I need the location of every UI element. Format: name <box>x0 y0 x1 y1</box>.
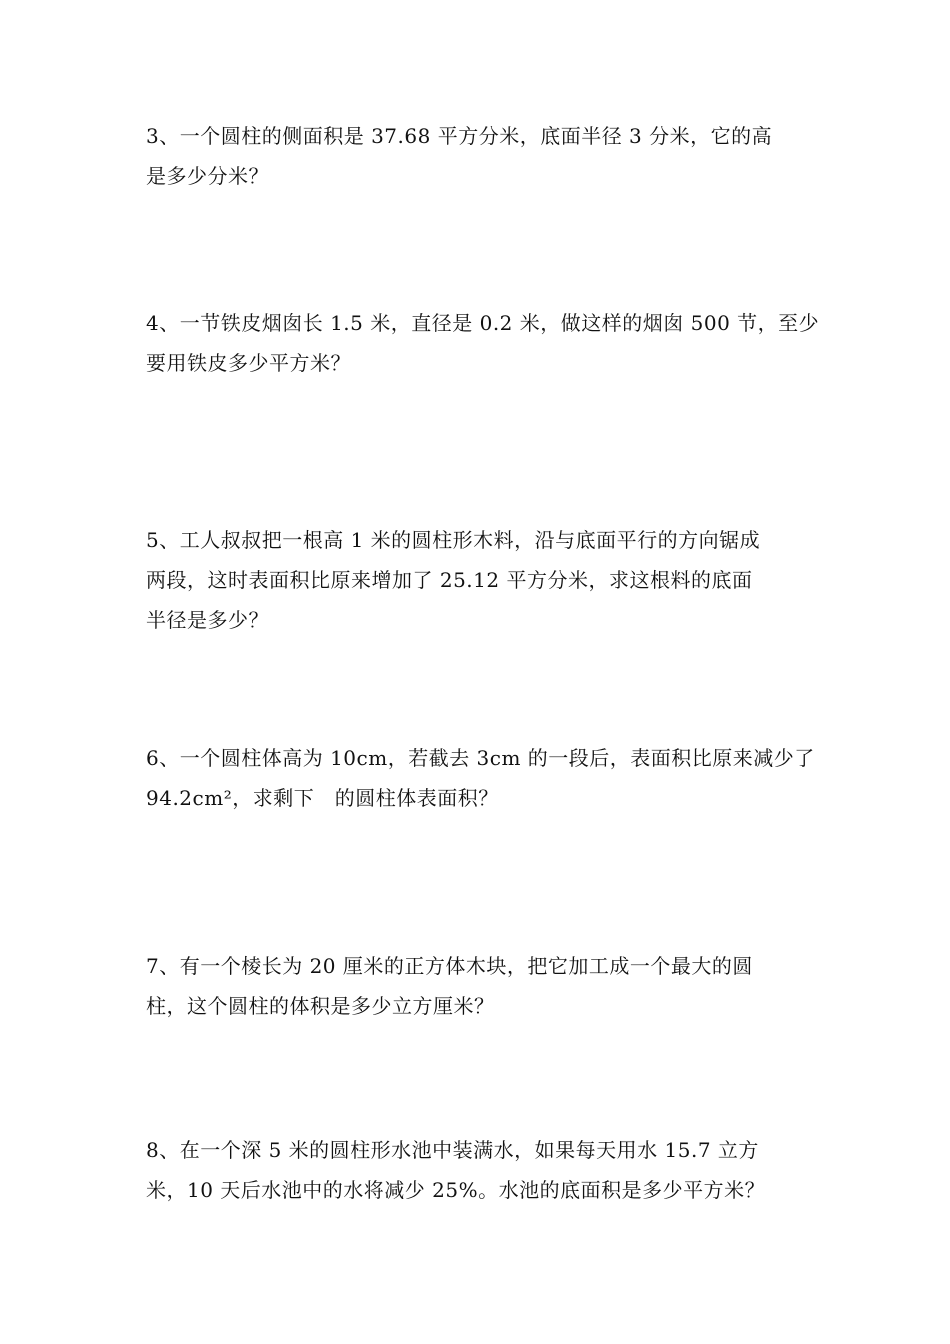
problem-5 <box>146 520 811 640</box>
problem-8-line-2: 米，10 天后水池中的水将减少 25%。水池的底面积是多少平方米？ <box>146 1178 766 1202</box>
problem-6 <box>146 738 815 818</box>
problem-7-line-1: 7、有一个棱长为 20 厘米的正方体木块，把它加工成一个最大的圆 <box>146 954 753 978</box>
problem-4-line-1: 4、一节铁皮烟囱长 1.5 米，直径是 0.2 米，做这样的烟囱 500 节，至少 <box>146 311 820 335</box>
problem-6-line-2: 94.2cm²，求剩下 的圆柱体表面积？ <box>146 786 499 810</box>
problem-5-line-3: 半径是多少？ <box>146 608 269 632</box>
problem-5-line-1: 5、工人叔叔把一根高 1 米的圆柱形木料，沿与底面平行的方向锯成 <box>146 528 761 552</box>
problem-6-line-1: 6、一个圆柱体高为 10cm，若截去 3cm 的一段后，表面积比原来减少了 <box>146 746 815 770</box>
problem-3 <box>146 116 811 196</box>
problem-4 <box>146 303 820 383</box>
problem-3-line-2: 是多少分米？ <box>146 164 269 188</box>
problem-8-line-1: 8、在一个深 5 米的圆柱形水池中装满水，如果每天用水 15.7 立方 <box>146 1138 759 1162</box>
problem-8 <box>146 1130 811 1210</box>
problem-5-line-2: 两段，这时表面积比原来增加了 25.12 平方分米，求这根料的底面 <box>146 568 753 592</box>
problem-7-line-2: 柱，这个圆柱的体积是多少立方厘米？ <box>146 994 495 1018</box>
problem-3-line-1: 3、一个圆柱的侧面积是 37.68 平方分米，底面半径 3 分米，它的高 <box>146 124 773 148</box>
problem-7 <box>146 946 811 1026</box>
problem-4-line-2: 要用铁皮多少平方米？ <box>146 351 351 375</box>
